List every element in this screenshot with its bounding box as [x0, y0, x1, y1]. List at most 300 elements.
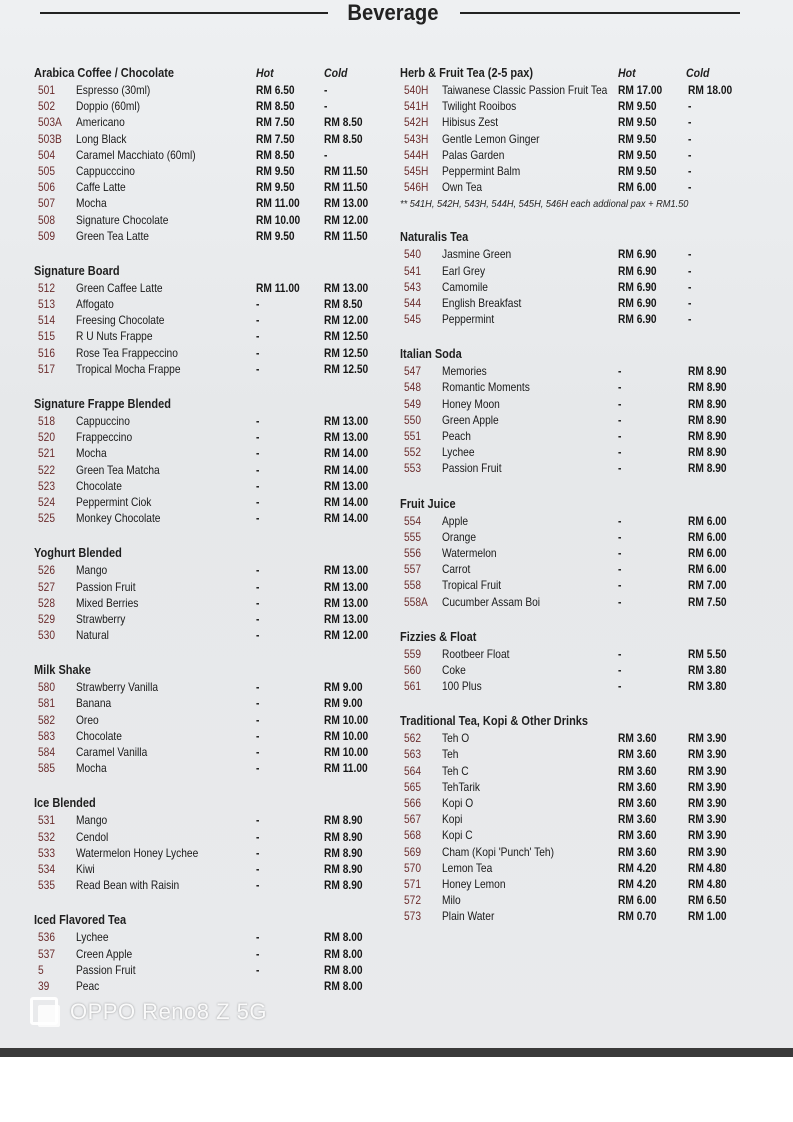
item-code: 545H — [404, 163, 429, 178]
menu-item-row — [34, 228, 378, 244]
item-code: 507 — [38, 196, 56, 211]
item-code: 540H — [404, 83, 429, 97]
item-name: Jasmine Green — [442, 247, 512, 262]
item-name: Apple — [442, 513, 469, 528]
item-name: Creen Apple — [76, 946, 133, 961]
menu-item-row — [34, 946, 378, 962]
hot-price: - — [256, 313, 260, 328]
cold-price: RM 8.50 — [324, 297, 363, 312]
item-code: 535 — [38, 878, 56, 893]
hot-price: RM 3.60 — [618, 844, 657, 859]
hot-price: RM 0.70 — [618, 909, 657, 924]
hot-price: - — [256, 511, 260, 526]
hot-price: - — [256, 345, 260, 360]
menu-item-row — [400, 779, 745, 795]
menu-item-row — [400, 730, 745, 746]
item-code: 527 — [38, 579, 56, 594]
item-name: Americano — [76, 115, 125, 130]
camera-logo-icon — [28, 995, 64, 1029]
cold-price: RM 8.90 — [688, 461, 727, 476]
item-name: Lemon Tea — [442, 860, 493, 875]
watermark-text: OPPO Reno8 Z 5G — [70, 999, 268, 1024]
cold-price: RM 11.50 — [324, 163, 368, 178]
cold-price: RM 3.80 — [688, 662, 727, 677]
cold-price: RM 3.90 — [688, 747, 727, 762]
cold-price: - — [324, 83, 328, 97]
hot-price: - — [618, 679, 622, 694]
item-code: 536 — [38, 930, 56, 945]
hot-price: - — [256, 946, 260, 961]
menu-item-row — [34, 147, 378, 163]
item-code: 573 — [404, 909, 422, 924]
menu-item-row — [400, 279, 745, 295]
item-name: English Breakfast — [442, 295, 522, 310]
menu-item-row — [34, 829, 378, 845]
item-name: 100 Plus — [442, 679, 482, 694]
menu-item-row — [400, 379, 745, 395]
section-header — [400, 62, 745, 82]
menu-item-row — [34, 462, 378, 478]
item-name: Green Tea Matcha — [76, 462, 160, 477]
item-name: Kiwi — [76, 861, 95, 876]
item-name: Milo — [442, 893, 461, 908]
menu-item-row — [400, 396, 745, 412]
hot-price: - — [256, 579, 260, 594]
cold-price: RM 10.00 — [324, 712, 369, 727]
item-name: Strawberry — [76, 611, 126, 626]
hot-price: - — [618, 396, 622, 411]
menu-section — [34, 62, 378, 244]
cold-price: RM 12.50 — [324, 329, 369, 344]
item-code: 542H — [404, 115, 429, 130]
hot-price: RM 8.50 — [256, 99, 295, 114]
item-name: TehTarik — [442, 779, 480, 794]
item-code: 521 — [38, 446, 56, 461]
cold-price: - — [688, 131, 692, 146]
item-name: Rootbeer Float — [442, 646, 510, 661]
hot-price: - — [256, 745, 260, 759]
hot-price: RM 3.60 — [618, 763, 657, 778]
hot-price: - — [618, 562, 622, 577]
cold-price: RM 12.50 — [324, 361, 369, 376]
cold-price: RM 12.00 — [324, 212, 369, 227]
item-code: 545 — [404, 312, 422, 327]
menu-item-row — [400, 908, 745, 924]
item-code: 506 — [38, 180, 56, 195]
menu-item-row — [400, 646, 745, 662]
item-name: Frappeccino — [76, 430, 133, 445]
item-name: Peac — [76, 978, 100, 993]
menu-item-row — [34, 429, 378, 445]
cold-column-header: Cold — [686, 66, 710, 80]
hot-price: - — [618, 578, 622, 593]
cold-price: RM 11.50 — [324, 228, 368, 243]
hot-price: - — [256, 446, 260, 461]
item-name: Kopi C — [442, 828, 473, 843]
hot-price: RM 9.50 — [256, 228, 295, 243]
item-code: 513 — [38, 297, 56, 312]
menu-section — [400, 626, 745, 695]
item-code: 548 — [404, 380, 422, 395]
menu-item-row — [400, 114, 745, 130]
item-code: 566 — [404, 796, 422, 810]
item-code: 544H — [404, 147, 429, 162]
section-header — [34, 792, 378, 812]
cold-price: RM 13.00 — [324, 430, 369, 445]
item-code: 555 — [404, 529, 422, 544]
cold-price: RM 6.00 — [688, 529, 727, 544]
item-code: 558A — [404, 594, 428, 609]
cold-price: RM 8.50 — [324, 115, 363, 130]
section-title: Signature Board — [34, 263, 120, 278]
item-code: 552 — [404, 445, 422, 460]
menu-section — [400, 710, 745, 924]
item-code: 543H — [404, 131, 429, 146]
item-name: Cendol — [76, 829, 109, 844]
hot-price: RM 9.50 — [618, 115, 657, 130]
item-name: Memories — [442, 364, 487, 379]
item-name: Tropical Fruit — [442, 578, 502, 593]
hot-price: RM 3.60 — [618, 779, 657, 794]
cold-price: RM 8.90 — [324, 845, 363, 860]
item-name: Long Black — [76, 131, 127, 146]
hot-price: - — [256, 361, 260, 376]
hot-price: RM 3.60 — [618, 812, 657, 827]
hot-price: RM 9.50 — [256, 163, 295, 178]
item-code: 516 — [38, 345, 56, 360]
hot-price: RM 6.90 — [618, 263, 657, 278]
item-name: Gentle Lemon Ginger — [442, 131, 540, 146]
section-title: Signature Frappe Blended — [34, 397, 171, 411]
cold-price: RM 18.00 — [688, 83, 733, 97]
hot-price: - — [256, 930, 260, 945]
item-code: 547 — [404, 364, 422, 379]
cold-price: RM 12.00 — [324, 313, 369, 328]
item-name: Chocolate — [76, 478, 122, 493]
hot-price: RM 17.00 — [618, 83, 663, 97]
cold-price: RM 8.90 — [324, 813, 363, 828]
menu-item-row — [400, 561, 745, 577]
hot-price: RM 3.60 — [618, 796, 657, 810]
item-code: 581 — [38, 696, 56, 711]
item-code: 525 — [38, 511, 56, 526]
hot-price: - — [256, 845, 260, 860]
section-header — [34, 62, 378, 82]
menu-item-row — [34, 712, 378, 728]
item-name: Peppermint Ciok — [76, 494, 152, 509]
hot-price: - — [618, 545, 622, 560]
menu-item-row — [400, 311, 745, 327]
hot-price: - — [256, 813, 260, 828]
title-row — [0, 0, 793, 30]
item-code: 570 — [404, 860, 422, 875]
hot-price: - — [618, 529, 622, 544]
hot-price: RM 8.50 — [256, 147, 295, 162]
item-code: 559 — [404, 646, 422, 661]
section-header — [34, 909, 378, 929]
cold-price: RM 13.00 — [324, 611, 369, 626]
hot-price: RM 6.90 — [618, 295, 657, 310]
item-name: Green Tea Latte — [76, 228, 149, 243]
cold-price: RM 3.90 — [688, 812, 727, 827]
menu-item-row — [400, 811, 745, 827]
menu-item-row — [34, 728, 378, 744]
cold-price: - — [688, 312, 692, 327]
item-code: 549 — [404, 396, 422, 411]
cold-price: RM 8.90 — [688, 412, 727, 427]
section-header — [400, 710, 745, 730]
item-code: 556 — [404, 545, 422, 560]
item-code: 582 — [38, 712, 56, 727]
item-name: Affogato — [76, 297, 114, 312]
cold-price: RM 1.00 — [688, 909, 727, 924]
hot-price: - — [618, 429, 622, 443]
cold-price: RM 6.00 — [688, 545, 727, 560]
item-name: Caramel Vanilla — [76, 745, 148, 759]
menu-item-row — [34, 131, 378, 147]
menu-item-row — [34, 296, 378, 312]
hot-price: - — [256, 595, 260, 610]
cold-price: RM 8.00 — [324, 930, 363, 945]
menu-item-row — [34, 328, 378, 344]
item-code: 562 — [404, 731, 422, 746]
item-code: 558 — [404, 578, 422, 593]
cold-price: RM 4.80 — [688, 860, 727, 875]
section-header — [34, 659, 378, 679]
cold-price: - — [688, 279, 692, 294]
cold-price: RM 8.90 — [688, 396, 727, 411]
item-name: Carrot — [442, 562, 471, 577]
section-title: Yoghurt Blended — [34, 546, 122, 561]
item-code: 546H — [404, 180, 429, 195]
hot-price: RM 6.00 — [618, 893, 657, 908]
cold-price: RM 3.90 — [688, 763, 727, 778]
item-name: Cappuccino — [76, 414, 130, 428]
cold-price: RM 7.50 — [688, 594, 727, 609]
item-code: 554 — [404, 513, 422, 528]
item-name: Mocha — [76, 761, 107, 776]
cold-price: RM 8.50 — [324, 131, 363, 146]
hot-price: RM 4.20 — [618, 876, 657, 891]
section-header — [400, 226, 745, 246]
item-name: Mixed Berries — [76, 595, 139, 610]
item-name: Coke — [442, 662, 466, 677]
cold-price: - — [324, 99, 328, 114]
item-name: Read Bean with Raisin — [76, 878, 180, 893]
hot-price: - — [256, 628, 260, 643]
section-title: Naturalis Tea — [400, 230, 469, 245]
item-code: 572 — [404, 893, 422, 908]
menu-item-row — [400, 363, 745, 379]
menu-item-row — [34, 611, 378, 627]
item-name: Natural — [76, 628, 109, 643]
item-code: 569 — [404, 844, 422, 859]
section-title: Herb & Fruit Tea (2-5 pax) — [400, 66, 534, 80]
hot-price: - — [618, 380, 622, 395]
menu-item-row — [34, 812, 378, 828]
item-name: Kopi O — [442, 796, 474, 810]
hot-price: RM 9.50 — [618, 147, 657, 162]
item-code: 580 — [38, 680, 56, 695]
hot-price: RM 9.50 — [256, 180, 295, 195]
item-code: 524 — [38, 494, 56, 509]
menu-item-row — [400, 163, 745, 179]
hot-price: - — [256, 878, 260, 893]
section-title: Italian Soda — [400, 347, 462, 362]
hot-price: RM 11.00 — [256, 280, 300, 295]
item-name: Orange — [442, 529, 477, 544]
item-code: 5 — [38, 962, 44, 977]
menu-section — [34, 542, 378, 643]
menu-item-row — [34, 212, 378, 228]
cold-price: RM 4.80 — [688, 876, 727, 891]
item-code: 534 — [38, 861, 56, 876]
menu-item-row — [34, 312, 378, 328]
item-name: Espresso (30ml) — [76, 83, 151, 97]
menu-item-row — [34, 98, 378, 114]
cold-price: RM 13.00 — [324, 563, 369, 578]
menu-item-row — [400, 529, 745, 545]
hot-price: RM 9.50 — [618, 163, 657, 178]
item-name: Cham (Kopi 'Punch' Teh) — [442, 844, 555, 859]
item-code: 512 — [38, 280, 56, 295]
hot-price: RM 10.00 — [256, 212, 301, 227]
menu-item-row — [34, 679, 378, 695]
cold-price: RM 13.00 — [324, 280, 369, 295]
hot-price: - — [256, 861, 260, 876]
menu-item-row — [400, 147, 745, 163]
item-code: 541 — [404, 263, 422, 278]
item-name: Doppio (60ml) — [76, 99, 141, 114]
menu-item-row — [400, 179, 745, 195]
item-name: Passion Fruit — [76, 962, 136, 977]
hot-price: - — [618, 646, 622, 661]
cold-column-header: Cold — [324, 66, 348, 80]
hot-price: - — [256, 462, 260, 477]
item-name: Caffe Latte — [76, 180, 126, 195]
hot-price: RM 11.00 — [256, 196, 300, 211]
menu-section — [400, 226, 745, 327]
item-code: 515 — [38, 329, 56, 344]
section-header — [34, 542, 378, 562]
menu-item-row — [400, 662, 745, 678]
menu-item-row — [34, 445, 378, 461]
menu-item-row — [34, 280, 378, 296]
hot-price: RM 7.50 — [256, 131, 295, 146]
section-title: Milk Shake — [34, 663, 91, 678]
item-name: Lychee — [76, 930, 109, 945]
cold-price: RM 14.00 — [324, 446, 369, 461]
menu-item-row — [400, 444, 745, 460]
cold-price: RM 13.00 — [324, 414, 369, 428]
hot-price: RM 6.90 — [618, 247, 657, 262]
cold-price: RM 10.00 — [324, 745, 369, 759]
item-code: 532 — [38, 829, 56, 844]
item-name: Plain Water — [442, 909, 495, 924]
section-header — [400, 343, 745, 363]
menu-item-row — [400, 860, 745, 876]
cold-price: - — [688, 99, 692, 114]
item-code: 563 — [404, 747, 422, 762]
cold-price: - — [688, 147, 692, 162]
hot-price: - — [618, 461, 622, 476]
item-code: 502 — [38, 99, 56, 114]
cold-price: - — [324, 147, 328, 162]
section-header — [400, 493, 745, 513]
menu-item-row — [34, 510, 378, 526]
section-header — [400, 626, 745, 646]
cold-price: RM 8.90 — [688, 364, 727, 379]
item-name: Passion Fruit — [76, 579, 136, 594]
menu-item-row — [400, 246, 745, 262]
cold-price: - — [688, 163, 692, 178]
item-code: 509 — [38, 228, 56, 243]
cold-price: RM 11.50 — [324, 180, 368, 195]
item-name: Green Apple — [442, 412, 499, 427]
item-code: 530 — [38, 628, 56, 643]
cold-price: - — [688, 295, 692, 310]
cold-price: RM 3.90 — [688, 828, 727, 843]
menu-item-row — [34, 861, 378, 877]
cold-price: RM 13.00 — [324, 478, 369, 493]
item-code: 544 — [404, 295, 422, 310]
cold-price: RM 9.00 — [324, 680, 363, 695]
cold-price: RM 9.00 — [324, 696, 363, 711]
menu-item-row — [400, 763, 745, 779]
item-name: Teh — [442, 747, 459, 762]
cold-price: RM 8.90 — [688, 445, 727, 460]
hot-price: - — [256, 712, 260, 727]
menu-item-row — [34, 82, 378, 98]
item-name: Honey Lemon — [442, 876, 506, 891]
hot-price: - — [256, 414, 260, 428]
item-code: 567 — [404, 812, 422, 827]
menu-item-row — [34, 595, 378, 611]
item-name: Teh C — [442, 763, 469, 778]
item-name: Cucumber Assam Boi — [442, 594, 541, 609]
item-name: Lychee — [442, 445, 475, 460]
cold-price: RM 3.90 — [688, 796, 727, 810]
cold-price: RM 13.00 — [324, 595, 369, 610]
item-name: Twilight Rooibos — [442, 99, 517, 114]
item-name: Teh O — [442, 731, 470, 746]
item-name: Peppermint Balm — [442, 163, 521, 178]
hot-price: - — [256, 494, 260, 509]
title-rule-right — [460, 12, 740, 14]
item-code: 528 — [38, 595, 56, 610]
menu-item-row — [34, 627, 378, 643]
cold-price: RM 13.00 — [324, 579, 369, 594]
menu-item-row — [34, 195, 378, 211]
menu-item-row — [400, 545, 745, 561]
cold-price: - — [688, 180, 692, 195]
hot-column-header: Hot — [256, 66, 274, 80]
hot-price: - — [618, 364, 622, 379]
menu-item-row — [34, 978, 378, 994]
menu-item-row — [34, 361, 378, 377]
item-name: Green Caffee Latte — [76, 280, 163, 295]
cold-price: RM 12.50 — [324, 345, 369, 360]
item-name: Banana — [76, 696, 112, 711]
item-name: Mocha — [76, 446, 107, 461]
hot-price: - — [256, 611, 260, 626]
item-name: Mocha — [76, 196, 107, 211]
menu-item-row — [34, 877, 378, 893]
item-code: 543 — [404, 279, 422, 294]
menu-item-row — [400, 412, 745, 428]
item-code: 557 — [404, 562, 422, 577]
menu-item-row — [400, 795, 745, 811]
